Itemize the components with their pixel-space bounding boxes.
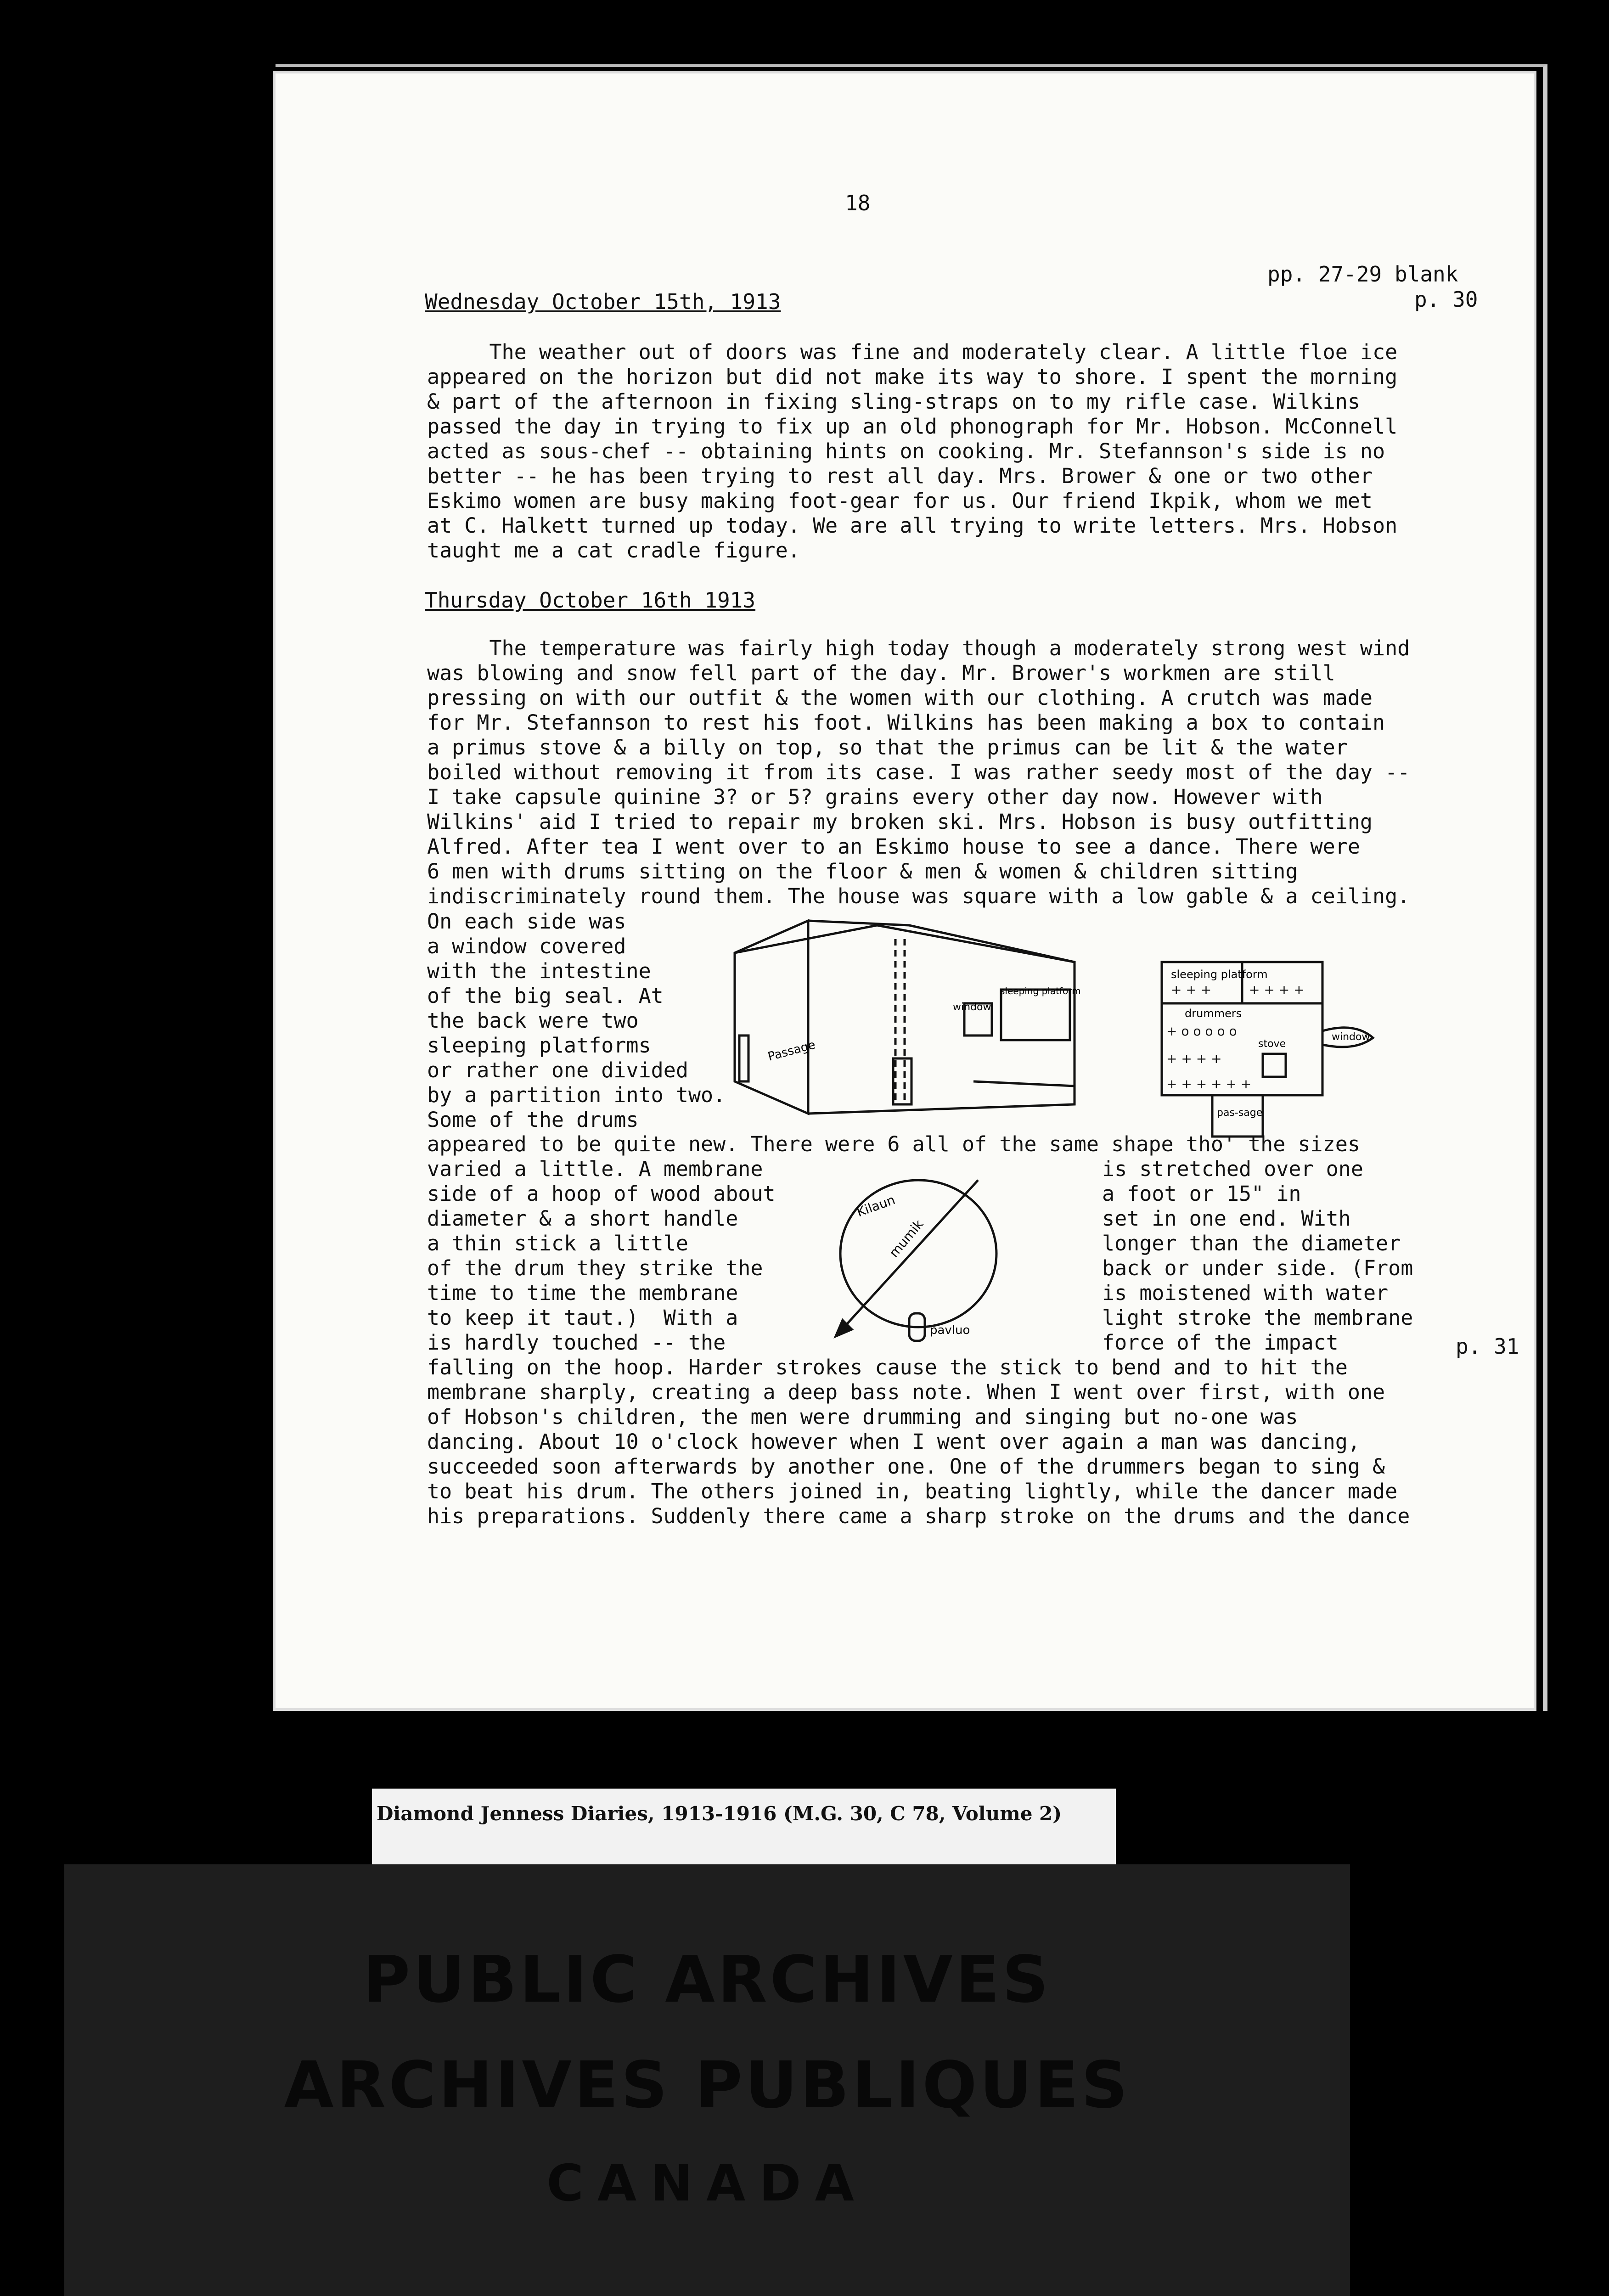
margin-note-blank-pages: pp. 27-29 blank <box>1267 262 1458 287</box>
text-line: On each side was <box>427 909 626 934</box>
entry-heading-oct-15: Wednesday October 15th, 1913 <box>425 289 781 314</box>
text-line: to keep it taut.) With a <box>427 1306 738 1330</box>
drum-text-right <box>1102 1157 1413 1355</box>
window-label: window <box>953 1002 991 1013</box>
house-sketch <box>726 912 1102 1123</box>
svg-text:+ + + +: + + + + <box>1166 1051 1222 1066</box>
margin-note-page-31: p. 31 <box>1456 1334 1519 1359</box>
text-line: of the drum they strike the <box>427 1256 763 1280</box>
text-line: appeared to be quite new. There were 6 all of the same shape tho' the sizes <box>427 1132 1360 1156</box>
drum-stick <box>836 1180 978 1336</box>
svg-text:+ + + + + +: + + + + + + <box>1166 1076 1252 1092</box>
text-line: a foot or 15" in <box>1102 1182 1301 1206</box>
sleeping-platform-label: sleeping platform <box>1000 985 1081 996</box>
text-line: I take capsule quinine 3? or 5? grains every other day now. However with <box>427 785 1323 809</box>
text-line: of the big seal. At <box>427 984 664 1008</box>
text-line: light stroke the membrane <box>1102 1306 1413 1330</box>
text-line: diameter & a short handle <box>427 1206 738 1231</box>
floor-window-label: window <box>1332 1031 1370 1043</box>
text-line: for Mr. Stefannson to rest his foot. Wilkins has been making a box to contain <box>427 710 1385 735</box>
margin-note-page-30: p. 30 <box>1414 287 1478 312</box>
text-line: a primus stove & a billy on top, so that the primus can be lit & the water <box>427 735 1348 760</box>
text-line: or rather one divided <box>427 1058 688 1082</box>
text-line: pressing on with our outfit & the women with our clothing. A crutch was made <box>427 686 1373 710</box>
text-line: appeared on the horizon but did not make its way to shore. I spent the morning <box>427 365 1398 389</box>
drum-sketch <box>822 1166 1015 1350</box>
passage-label: Passage <box>766 1038 817 1064</box>
text-line: set in one end. With <box>1102 1206 1351 1231</box>
text-line: was blowing and snow fell part of the day. Mr. Brower's workmen are still <box>427 661 1335 685</box>
text-line: a window covered <box>427 934 626 958</box>
house-description-column <box>427 909 726 1132</box>
text-line: at C. Halkett turned up today. We are all trying to write letters. Mrs. Hobson <box>427 513 1398 538</box>
floor-plan-sketch <box>1157 957 1378 1141</box>
text-line: Alfred. After tea I went over to an Eskimo house to see a dance. There were <box>427 834 1360 859</box>
svg-text:+ + + +: + + + + <box>1249 982 1305 997</box>
text-line: to beat his drum. The others joined in, beating lightly, while the dancer made <box>427 1479 1398 1503</box>
mumik-label: mumik <box>886 1216 927 1261</box>
text-line: passed the day in trying to fix up an old phonograph for Mr. Hobson. McConnell <box>427 414 1398 439</box>
text-line: Eskimo women are busy making foot-gear for us. Our friend Ikpik, whom we met <box>427 489 1373 513</box>
kilaun-label: Kilaun <box>855 1192 897 1220</box>
floor-passage-label: pas-sage <box>1217 1107 1263 1119</box>
text-line: by a partition into two. <box>427 1083 726 1107</box>
text-line: falling on the hoop. Harder strokes cause the stick to bend and to hit the <box>427 1355 1348 1379</box>
text-line: is hardly touched -- the <box>427 1330 726 1355</box>
text-line: membrane sharply, creating a deep bass note. When I went over first, with one <box>427 1380 1385 1404</box>
entry-body-oct-15 <box>427 340 1397 563</box>
text-line: succeeded soon afterwards by another one. One of the drummers began to sing & <box>427 1454 1385 1479</box>
entry-closing-oct-16 <box>427 1355 1410 1529</box>
text-line: sleeping platforms <box>427 1033 651 1058</box>
drum-intro-line <box>427 1132 1360 1157</box>
text-line: Some of the drums <box>427 1108 639 1132</box>
archive-stamp-line-2: ARCHIVES PUBLIQUES <box>284 2048 1131 2123</box>
text-line: The weather out of doors was fine and moderately clear. A little floe ice <box>427 340 1398 364</box>
archive-stamp-line-3: CANADA <box>546 2154 868 2212</box>
text-line: acted as sous-chef -- obtaining hints on cooking. Mr. Stefannson's side is no <box>427 439 1385 463</box>
text-line: better -- he has been trying to rest all day. Mrs. Brower & one or two other <box>427 464 1373 488</box>
text-line: longer than the diameter <box>1102 1231 1401 1255</box>
stove-box <box>1263 1054 1286 1077</box>
pavluo-label: pavluo <box>930 1323 970 1337</box>
text-line: force of the impact <box>1102 1330 1339 1355</box>
text-line: indiscriminately round them. The house was square with a low gable & a ceiling. <box>427 884 1410 908</box>
text-line: a thin stick a little <box>427 1231 688 1255</box>
text-line: is moistened with water <box>1102 1281 1389 1305</box>
drummers-label: drummers <box>1185 1007 1242 1020</box>
text-line: The temperature was fairly high today though a moderately strong west wind <box>427 636 1410 660</box>
entry-heading-oct-16: Thursday October 16th 1913 <box>425 588 756 613</box>
text-line: side of a hoop of wood about <box>427 1182 776 1206</box>
text-line: is stretched over one <box>1102 1157 1363 1181</box>
svg-text:+ o o o o o: + o o o o o <box>1166 1024 1237 1039</box>
text-line: Wilkins' aid I tried to repair my broken ski. Mrs. Hobson is busy outfitting <box>427 810 1373 834</box>
text-line: time to time the membrane <box>427 1281 738 1305</box>
text-line: his preparations. Suddenly there came a sharp stroke on the drums and the dance <box>427 1504 1410 1528</box>
page-number: 18 <box>845 191 871 215</box>
text-line: of Hobson's children, the men were drumming and singing but no-one was <box>427 1405 1298 1429</box>
text-line: boiled without removing it from its case. I was rather seedy most of the day -- <box>427 760 1410 784</box>
text-line: back or under side. (From <box>1102 1256 1413 1280</box>
text-line: 6 men with drums sitting on the floor & men & women & children sitting <box>427 859 1298 884</box>
text-line: the back were two <box>427 1008 639 1033</box>
drum-text-left <box>427 1157 776 1355</box>
text-line: & part of the afternoon in fixing sling-straps on to my rifle case. Wilkins <box>427 389 1360 414</box>
archive-caption: Diamond Jenness Diaries, 1913-1916 (M.G. 30, C 78, Volume 2) <box>377 1802 1062 1825</box>
entry-body-oct-16 <box>427 636 1410 909</box>
archive-stamp-line-1: PUBLIC ARCHIVES <box>363 1942 1052 2017</box>
platform-sketch <box>1001 990 1070 1040</box>
text-line: dancing. About 10 o'clock however when I went over again a man was dancing, <box>427 1429 1360 1454</box>
svg-text:+ + +: + + + <box>1171 982 1212 997</box>
text-line: taught me a cat cradle figure. <box>427 538 800 563</box>
text-line: varied a little. A membrane <box>427 1157 763 1181</box>
stove-label: stove <box>1258 1038 1286 1050</box>
text-line: with the intestine <box>427 959 651 983</box>
floor-sleeping-platform-label: sleeping platform <box>1171 968 1268 981</box>
